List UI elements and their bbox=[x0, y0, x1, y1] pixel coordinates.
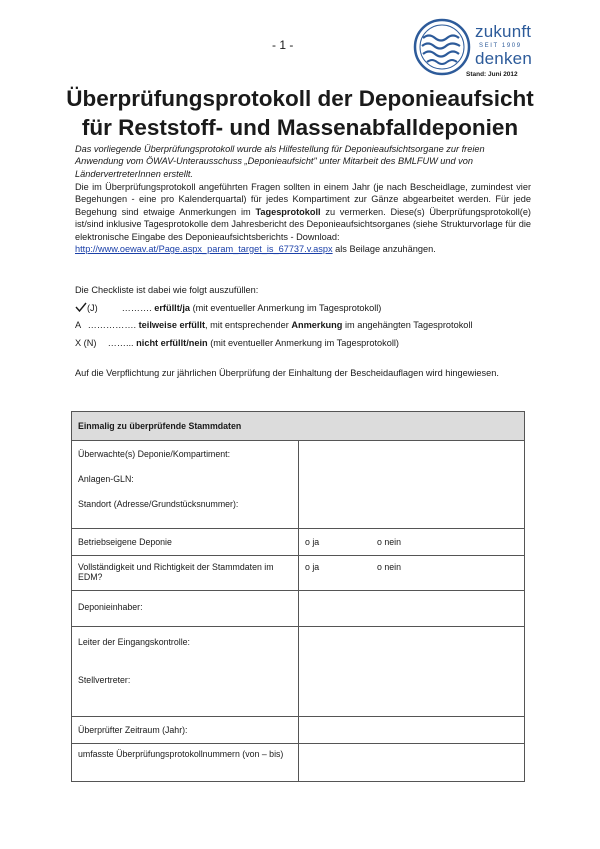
para1-part3: als Beilage anzuhängen. bbox=[335, 244, 436, 255]
logo-word-denken: denken bbox=[475, 49, 532, 68]
label-gln: Anlagen-GLN: bbox=[78, 474, 134, 484]
radio-cell-vollstaendigkeit bbox=[299, 556, 525, 591]
legend-row-partial bbox=[75, 320, 473, 330]
legend-dots: ……... bbox=[107, 338, 134, 348]
legend-row-yes bbox=[75, 302, 381, 313]
value-cell-deponie[interactable] bbox=[299, 441, 525, 529]
legend-symbol: X (N) bbox=[75, 338, 97, 348]
legend-symbol: A bbox=[75, 320, 82, 330]
radio-cell-betriebseigen bbox=[299, 529, 525, 556]
table-row-label bbox=[72, 441, 299, 529]
document-title bbox=[40, 84, 560, 142]
label-deponie: Überwachte(s) Deponie/Kompartiment: bbox=[78, 449, 231, 459]
para1-part2: zu vermerken. Diese(s) Überprüfungsprotokoll(e) ist/sind inklusive Tagesprotokolle dem Jahresbericht des Deponieaufsichtsorganes (siehe Strukturvorlage für die elektronische Eingabe des Deponieaufsichtsberichts - Download: bbox=[75, 206, 531, 242]
label-deponieinhaber: Deponieinhaber: bbox=[72, 591, 299, 627]
legend-dots: ………. bbox=[121, 303, 152, 313]
legend-label: erfüllt/ja bbox=[154, 303, 190, 313]
logo-emblem-icon bbox=[413, 18, 471, 76]
checklist-intro: Die Checkliste ist dabei wie folgt auszufüllen: bbox=[75, 285, 259, 295]
legend-desc: (mit eventueller Anmerkung im Tagesprotokoll) bbox=[192, 303, 382, 313]
page-number: - 1 - bbox=[272, 38, 294, 52]
option-ja[interactable]: o ja bbox=[305, 537, 320, 547]
title-line-1: Überprüfungsprotokoll der Deponieaufsicht bbox=[66, 86, 534, 111]
label-leiter: Leiter der Eingangskontrolle: bbox=[78, 637, 190, 647]
label-standort: Standort (Adresse/Grundstücksnummer): bbox=[78, 499, 239, 509]
option-ja[interactable]: o ja bbox=[305, 562, 320, 572]
checkmark-icon bbox=[75, 302, 87, 312]
logo-word-zukunft: zukunft bbox=[475, 22, 532, 41]
value-cell-protokollnummern[interactable] bbox=[299, 744, 525, 782]
label-zeitraum: Überprüfter Zeitraum (Jahr): bbox=[72, 717, 299, 744]
table-row-label bbox=[72, 627, 299, 717]
legend-row-no bbox=[75, 338, 399, 348]
label-stellvertreter: Stellvertreter: bbox=[78, 675, 131, 685]
logo-since: SEIT 1909 bbox=[479, 43, 522, 49]
obligation-note: Auf die Verpflichtung zur jährlichen Überprüfung der Einhaltung der Bescheidauflagen wird hingewiesen. bbox=[75, 368, 499, 378]
legend-label: teilweise erfüllt bbox=[138, 320, 206, 330]
value-cell-leiter[interactable] bbox=[299, 627, 525, 717]
intro-italic: Das vorliegende Überprüfungsprotokoll wurde als Hilfestellung für Deponieaufsichtsorgane zur freien Anwendung vom ÖWAV-Unterausschuss „Deponieaufsicht" unter Mitarbeit des BMLFUW und von LändervertreterInnen erstellt. bbox=[75, 144, 485, 179]
label-vollstaendigkeit: Vollständigkeit und Richtigkeit der Stammdaten im EDM? bbox=[72, 556, 299, 591]
legend-label: nicht erfüllt/nein bbox=[136, 338, 208, 348]
value-cell-zeitraum[interactable] bbox=[299, 717, 525, 744]
legend-desc: im angehängten Tagesprotokoll bbox=[344, 320, 473, 330]
option-nein[interactable]: o nein bbox=[377, 537, 401, 547]
label-betriebseigene-deponie: Betriebseigene Deponie bbox=[72, 529, 299, 556]
legend-mid: , mit entsprechender bbox=[205, 320, 289, 330]
table-header: Einmalig zu überprüfende Stammdaten bbox=[72, 412, 525, 441]
label-protokollnummern: umfasste Überprüfungsprotokollnummern (von – bis) bbox=[72, 744, 299, 782]
legend-dots: ……………. bbox=[87, 320, 137, 330]
legend-symbol: (J) bbox=[87, 303, 98, 313]
para1-part1: Die im Überprüfungsprotokoll angeführten Fragen sollten in einem Jahr (je nach Bescheidlage, zumindest vier Begehungen - eine pro Kalenderquartal) für jedes Kompartiment zur Gänze abgearbeitet werden. Für jede Begehung sind etwaige Anmerkungen im bbox=[75, 182, 531, 217]
stand-date: Stand: Juni 2012 bbox=[466, 71, 518, 78]
stammdaten-table bbox=[71, 411, 525, 782]
download-link[interactable]: http://www.oewav.at/Page.aspx_param_target_is_67737.v.aspx bbox=[75, 244, 333, 255]
legend-label-2: Anmerkung bbox=[291, 320, 343, 330]
para1-bold: Tagesprotokoll bbox=[255, 206, 321, 217]
title-line-2: für Reststoff- und Massenabfalldeponien bbox=[81, 115, 519, 140]
instructions-paragraph bbox=[75, 181, 531, 255]
value-cell-deponieinhaber[interactable] bbox=[299, 591, 525, 627]
legend-desc: (mit eventueller Anmerkung im Tagesprotokoll) bbox=[210, 338, 399, 348]
option-nein[interactable]: o nein bbox=[377, 562, 401, 572]
